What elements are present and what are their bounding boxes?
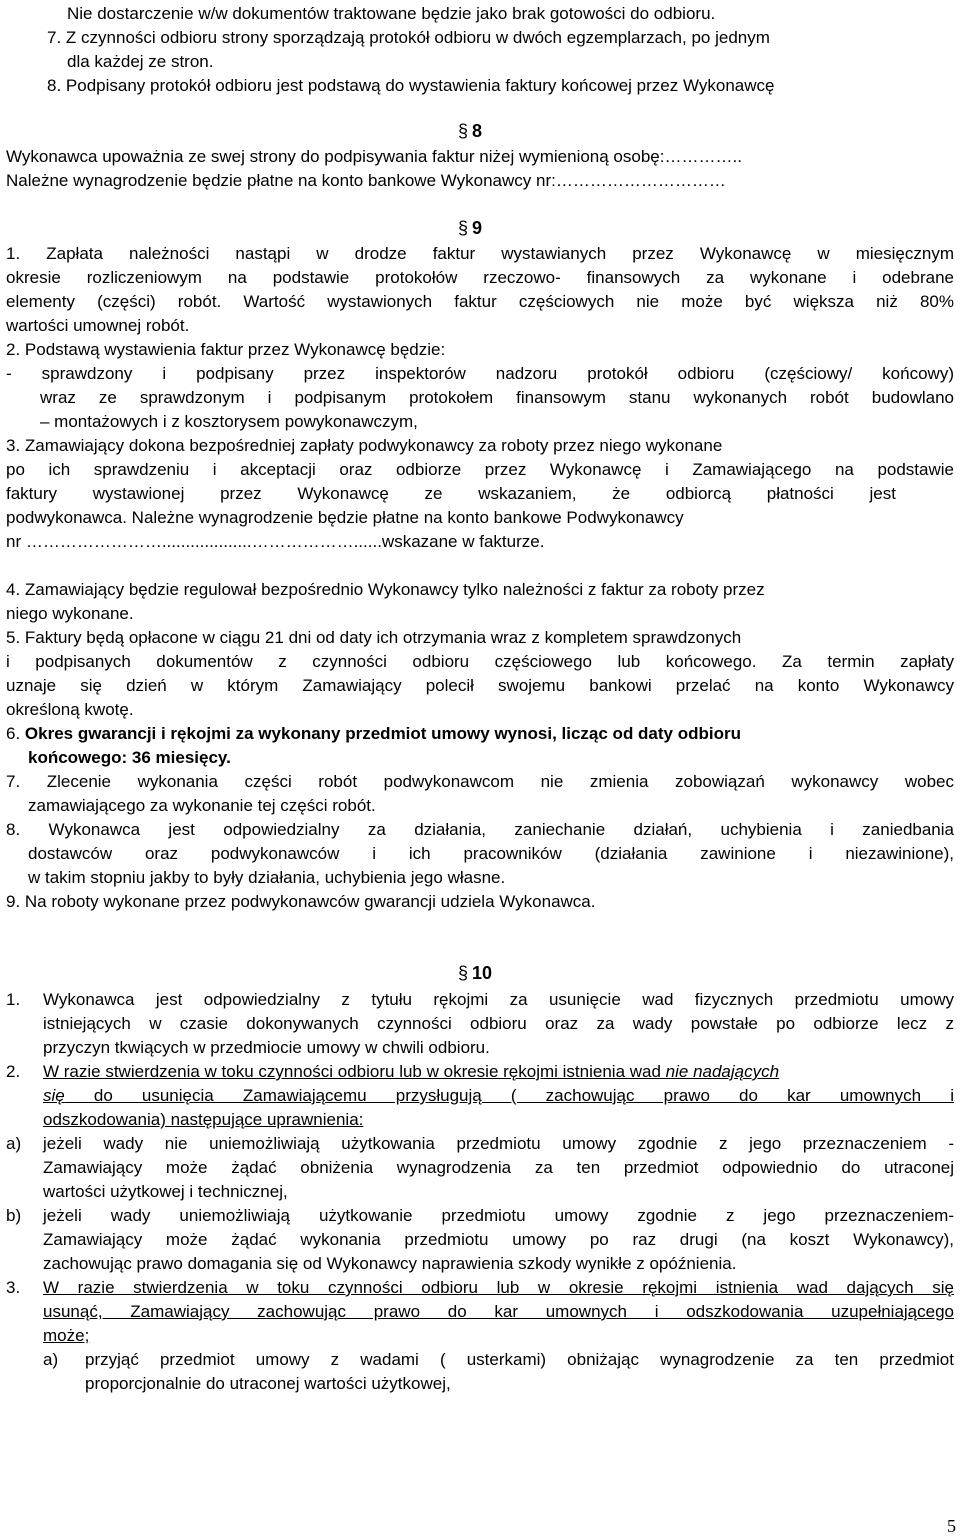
- list-item-7: 7. Z czynności odbioru strony sporządzają protokół odbioru w dwóch egzemplarzach, po jednym: [47, 28, 770, 47]
- text-line: przyjąć przedmiot umowy z wadami ( usterkami) obniżając wynagrodzenie za ten przedmiot: [85, 1350, 954, 1369]
- list-num: a): [6, 1134, 22, 1153]
- text-line: 9. Na roboty wykonane przez podwykonawców gwarancji udziela Wykonawca.: [6, 892, 596, 911]
- text-line: W razie stwierdzenia w toku czynności odbioru lub w okresie rękojmi istnienia wad nie nadających: [43, 1062, 780, 1081]
- text-line: podwykonawca. Należne wynagrodzenie będzie płatne na konto bankowe Podwykonawcy: [6, 508, 684, 527]
- text-line: dla każdej ze stron.: [67, 52, 214, 71]
- text-line: wartości umownej robót.: [6, 316, 190, 335]
- text-line: faktury wystawionej przez Wykonawcę ze wskazaniem, że odbiorcą płatności jest: [6, 484, 896, 503]
- text-line: 2. Podstawą wystawienia faktur przez Wykonawcę będzie:: [6, 340, 446, 359]
- text-line: niego wykonane.: [6, 604, 134, 623]
- text-line: Wykonawca upoważnia ze swej strony do podpisywania faktur niżej wymienioną osobę:…………..: [6, 147, 742, 166]
- text-line: Należne wynagrodzenie będzie płatne na konto bankowe Wykonawcy nr:…………………………: [6, 171, 726, 190]
- text-line: Zamawiający może żądać obniżenia wynagrodzenia za ten przedmiot odpowiednio do utraconej: [43, 1158, 954, 1177]
- text-line: uznaje się dzień w którym Zamawiający polecił swojemu bankowi przelać na konto Wykonawcy: [6, 676, 954, 695]
- section-heading-8: § 8: [458, 121, 483, 141]
- list-num: 1.: [6, 990, 21, 1009]
- list-num: b): [6, 1206, 22, 1225]
- text-line: istniejących w czasie dokonywanych czynności odbioru oraz za wady powstałe po odbiorze lecz z: [43, 1014, 954, 1033]
- list-num: 3.: [6, 1278, 21, 1297]
- text-line: Wykonawca jest odpowiedzialny z tytułu rękojmi za usunięcie wad fizycznych przedmiotu umowy: [43, 990, 954, 1009]
- list-num: 2.: [6, 1062, 21, 1081]
- list-item-6: 6. Okres gwarancji i rękojmi za wykonany przedmiot umowy wynosi, licząc od daty odbioru: [6, 724, 741, 743]
- text-line: się do usunięcia Zamawiającemu przysługują ( zachowując prawo do kar umownych i: [43, 1086, 954, 1105]
- text-line: jeżeli wady nie uniemożliwiają użytkowania przedmiotu umowy zgodnie z jego przeznaczeniem -: [43, 1134, 954, 1153]
- text-line: i podpisanych dokumentów z czynności odbioru częściowego lub końcowego. Za termin zapłaty: [6, 652, 954, 671]
- text-line: 1. Zapłata należności nastąpi w drodze faktur wystawianych przez Wykonawcę w miesięcznym: [6, 244, 954, 263]
- text-line: zamawiającego za wykonanie tej części robót.: [28, 796, 376, 815]
- text-line: przyczyn tkwiących w przedmiocie umowy w chwili odbioru.: [43, 1038, 490, 1057]
- text-line: 5. Faktury będą opłacone w ciągu 21 dni od daty ich otrzymania wraz z kompletem sprawdzonych: [6, 628, 742, 647]
- text-line: 7. Zlecenie wykonania części robót podwykonawcom nie zmienia zobowiązań wykonawcy wobec: [6, 772, 954, 791]
- list-item-8: 8. Podpisany protokół odbioru jest podstawą do wystawienia faktury końcowej przez Wykonawcę: [47, 76, 775, 95]
- text-line: końcowego: 36 miesięcy.: [28, 748, 231, 767]
- text-line: W razie stwierdzenia w toku czynności odbioru lub w okresie rękojmi istnienia wad dających się: [43, 1278, 954, 1297]
- text-line: Nie dostarczenie w/w dokumentów traktowane będzie jako brak gotowości do odbioru.: [67, 4, 716, 23]
- text-line: proporcjonalnie do utraconej wartości użytkowej,: [85, 1374, 451, 1393]
- text-line: odszkodowania) następujące uprawnienia:: [43, 1110, 364, 1129]
- section-heading-9: § 9: [458, 218, 483, 238]
- page-number: 5: [947, 1516, 956, 1536]
- text-line: okresie rozliczeniowym na podstawie protokołów rzeczowo- finansowych za wykonane i odebrane: [6, 268, 954, 287]
- text-line: elementy (części) robót. Wartość wystawionych faktur częściowych nie może być większa niż 80%: [6, 292, 954, 311]
- text-line: 8. Wykonawca jest odpowiedzialny za działania, zaniechanie działań, uchybienia i zaniedbania: [6, 820, 954, 839]
- text-line: wartości użytkowej i technicznej,: [43, 1182, 288, 1201]
- text-line: może;: [43, 1326, 90, 1345]
- text-line: dostawców oraz podwykonawców i ich pracowników (działania zawinione i niezawinione),: [28, 844, 954, 863]
- text-line: zachowując prawo domagania się od Wykonawcy naprawienia szkody wynikłe z opóźnienia.: [43, 1254, 737, 1273]
- text-line: jeżeli wady uniemożliwiają użytkowanie przedmiotu umowy zgodnie z jego przeznaczeniem-: [43, 1206, 954, 1225]
- text-line: 3. Zamawiający dokona bezpośredniej zapłaty podwykonawcy za roboty przez niego wykonane: [6, 436, 723, 455]
- text-line: usunąć, Zamawiający zachowując prawo do kar umownych i odszkodowania uzupełniającego: [43, 1302, 954, 1321]
- text-line: nr ……………………...................………………......wskazane w fakturze.: [6, 532, 545, 551]
- text-line: Zamawiający może żądać wykonania przedmiotu umowy po raz drugi (na koszt Wykonawcy),: [43, 1230, 954, 1249]
- text-line: wraz ze sprawdzonym i podpisanym protokołem finansowym stanu wykonanych robót budowlano: [40, 388, 954, 407]
- text-line: określoną kwotę.: [6, 700, 134, 719]
- text-line: – montażowych i z kosztorysem powykonawczym,: [40, 412, 418, 431]
- text-line: po ich sprawdzeniu i akceptacji oraz odbiorze przez Wykonawcę i Zamawiającego na podstawie: [6, 460, 954, 479]
- section-heading-10: § 10: [458, 963, 493, 983]
- list-num: a): [43, 1350, 59, 1369]
- text-line: w takim stopniu jakby to były działania, uchybienia jego własne.: [28, 868, 506, 887]
- text-line: - sprawdzony i podpisany przez inspektorów nadzoru protokół odbioru (częściowy/ końcowy): [6, 364, 954, 383]
- text-line: 4. Zamawiający będzie regulował bezpośrednio Wykonawcy tylko należności z faktur za roboty przez: [6, 580, 765, 599]
